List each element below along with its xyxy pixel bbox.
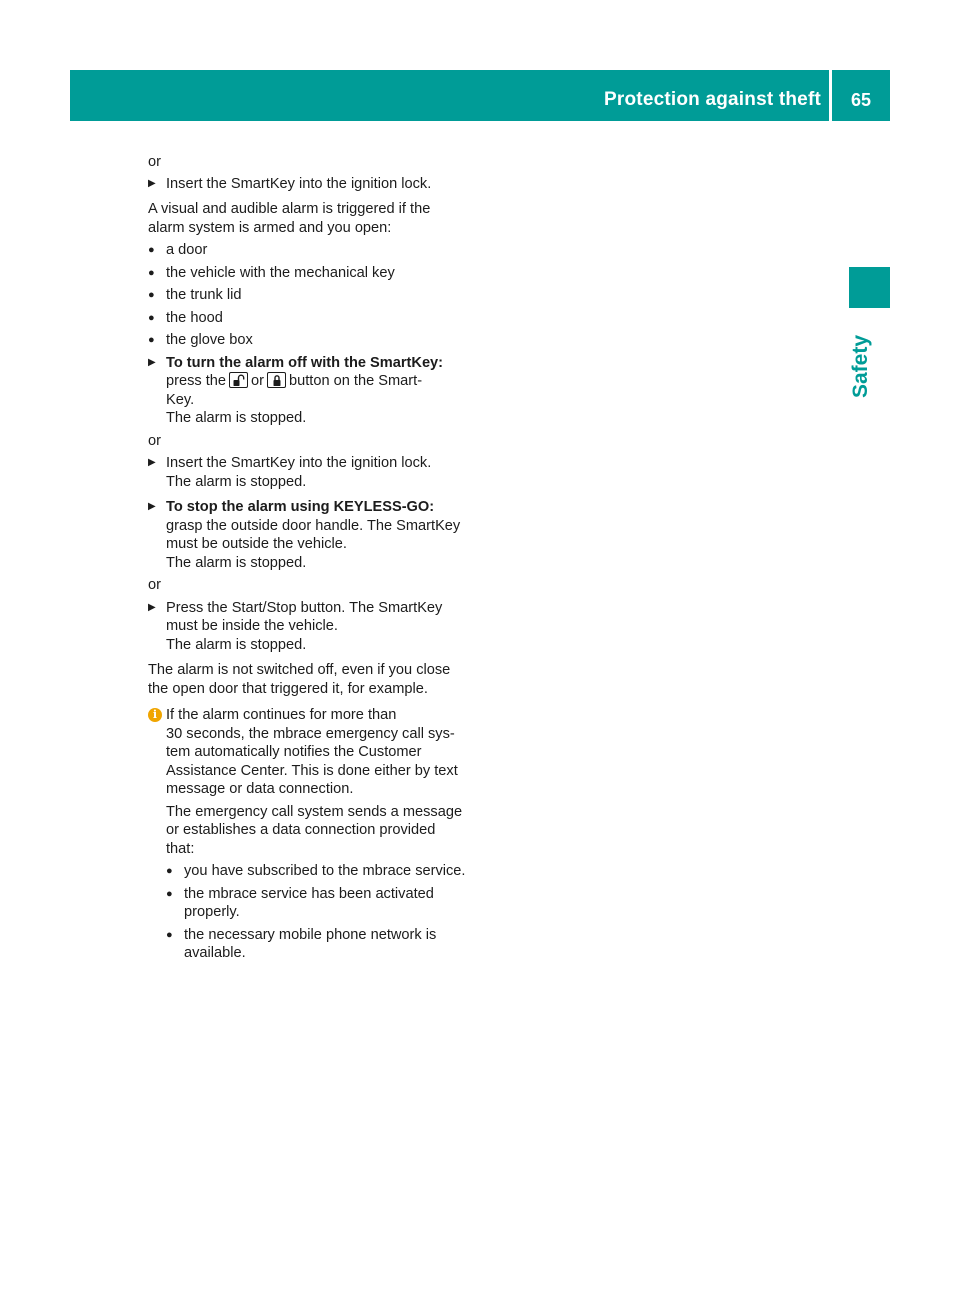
list-item-text: the vehicle with the mechanical key (166, 264, 395, 281)
note-text: The emergency call system sends a message (166, 803, 463, 820)
step-text-part: or (251, 373, 265, 389)
bullet-icon: ● (148, 289, 155, 301)
step-text: grasp the outside door handle. The SmartKey (166, 517, 461, 534)
chapter-tab-label: Safety (849, 334, 872, 398)
arrow-icon: ▶ (148, 177, 156, 189)
info-icon: i (148, 708, 162, 722)
lock-icon (267, 372, 286, 388)
list-item-text: the trunk lid (166, 287, 242, 303)
arrow-icon: ▶ (148, 457, 156, 468)
list-item (148, 309, 484, 328)
unlock-icon (229, 372, 248, 388)
arrow-icon: ▶ (148, 356, 156, 368)
step-text: Insert the SmartKey into the ignition lock. (166, 175, 432, 192)
list-item (148, 286, 484, 305)
note-list-text: available. (184, 945, 246, 961)
or-text: or (148, 432, 161, 449)
note-list-text: you have subscribed to the mbrace service. (184, 863, 466, 879)
list-item-text: the hood (166, 309, 223, 326)
bullet-icon: ● (166, 865, 173, 877)
paragraph-line: alarm system is armed and you open: (148, 219, 392, 236)
paragraph-line: The alarm is not switched off, even if you close (148, 662, 451, 678)
note-list-text: properly. (184, 904, 240, 920)
list-item (148, 264, 484, 283)
step-text-part: button on the Smart- (289, 373, 423, 389)
paragraph-line: A visual and audible alarm is triggered if the (148, 201, 431, 217)
instruction-step (148, 599, 484, 655)
note-text: message or data connection. (166, 781, 354, 797)
bullet-icon: ● (148, 311, 155, 324)
instruction-step (148, 354, 484, 428)
step-result: The alarm is stopped. (166, 636, 307, 653)
list-item-text: a door (166, 242, 208, 258)
page-header (70, 70, 890, 121)
step-text (166, 372, 484, 391)
section-title: Protection against theft (604, 89, 821, 110)
note-text: or establishes a data connection provided (166, 822, 436, 838)
step-text: must be inside the vehicle. (166, 618, 338, 634)
step-text: Insert the SmartKey into the ignition lock. (166, 455, 432, 471)
arrow-icon: ▶ (148, 501, 156, 512)
instruction-step (148, 454, 484, 491)
bullet-icon: ● (148, 266, 155, 279)
note-list-item (166, 926, 484, 963)
header-divider (829, 70, 832, 121)
note-text: tem automatically notifies the Customer (166, 744, 422, 760)
note-text: 30 seconds, the mbrace emergency call sys- (166, 725, 455, 742)
or-text: or (148, 577, 161, 593)
note-text: Assistance Center. This is done either by text (166, 762, 458, 779)
paragraph-line: the open door that triggered it, for example. (148, 680, 428, 697)
bullet-icon: ● (148, 334, 155, 346)
step-text: Key. (166, 391, 195, 408)
chapter-tab-marker (849, 267, 890, 308)
step-text: must be outside the vehicle. (166, 536, 347, 552)
bullet-icon: ● (166, 887, 173, 900)
page-body (148, 153, 484, 963)
note-text: that: (166, 840, 195, 857)
bullet-icon: ● (166, 928, 173, 941)
note-list-text: the mbrace service has been activated (184, 885, 434, 902)
step-text: Press the Start/Stop button. The SmartKey (166, 599, 443, 616)
note-list-item (166, 862, 484, 881)
page-number: 65 (850, 90, 871, 110)
arrow-icon: ▶ (148, 601, 156, 613)
step-result: The alarm is stopped. (166, 473, 307, 490)
or-text: or (148, 154, 161, 170)
note-list-text: the necessary mobile phone network is (184, 926, 437, 943)
instruction-step (148, 498, 484, 572)
instruction-step (148, 175, 484, 194)
list-item (148, 241, 484, 260)
bullet-icon: ● (148, 244, 155, 256)
note-text: If the alarm continues for more than (166, 707, 397, 723)
chapter-tab (847, 318, 877, 398)
step-result: The alarm is stopped. (166, 410, 307, 426)
list-item-text: the glove box (166, 332, 253, 348)
info-note (148, 706, 484, 963)
step-result: The alarm is stopped. (166, 554, 307, 571)
step-heading: To stop the alarm using KEYLESS-GO: (166, 499, 435, 515)
step-heading: To turn the alarm off with the SmartKey: (166, 354, 444, 371)
note-list-item (166, 885, 484, 922)
list-item (148, 331, 484, 350)
step-text-part: press the (166, 373, 227, 389)
